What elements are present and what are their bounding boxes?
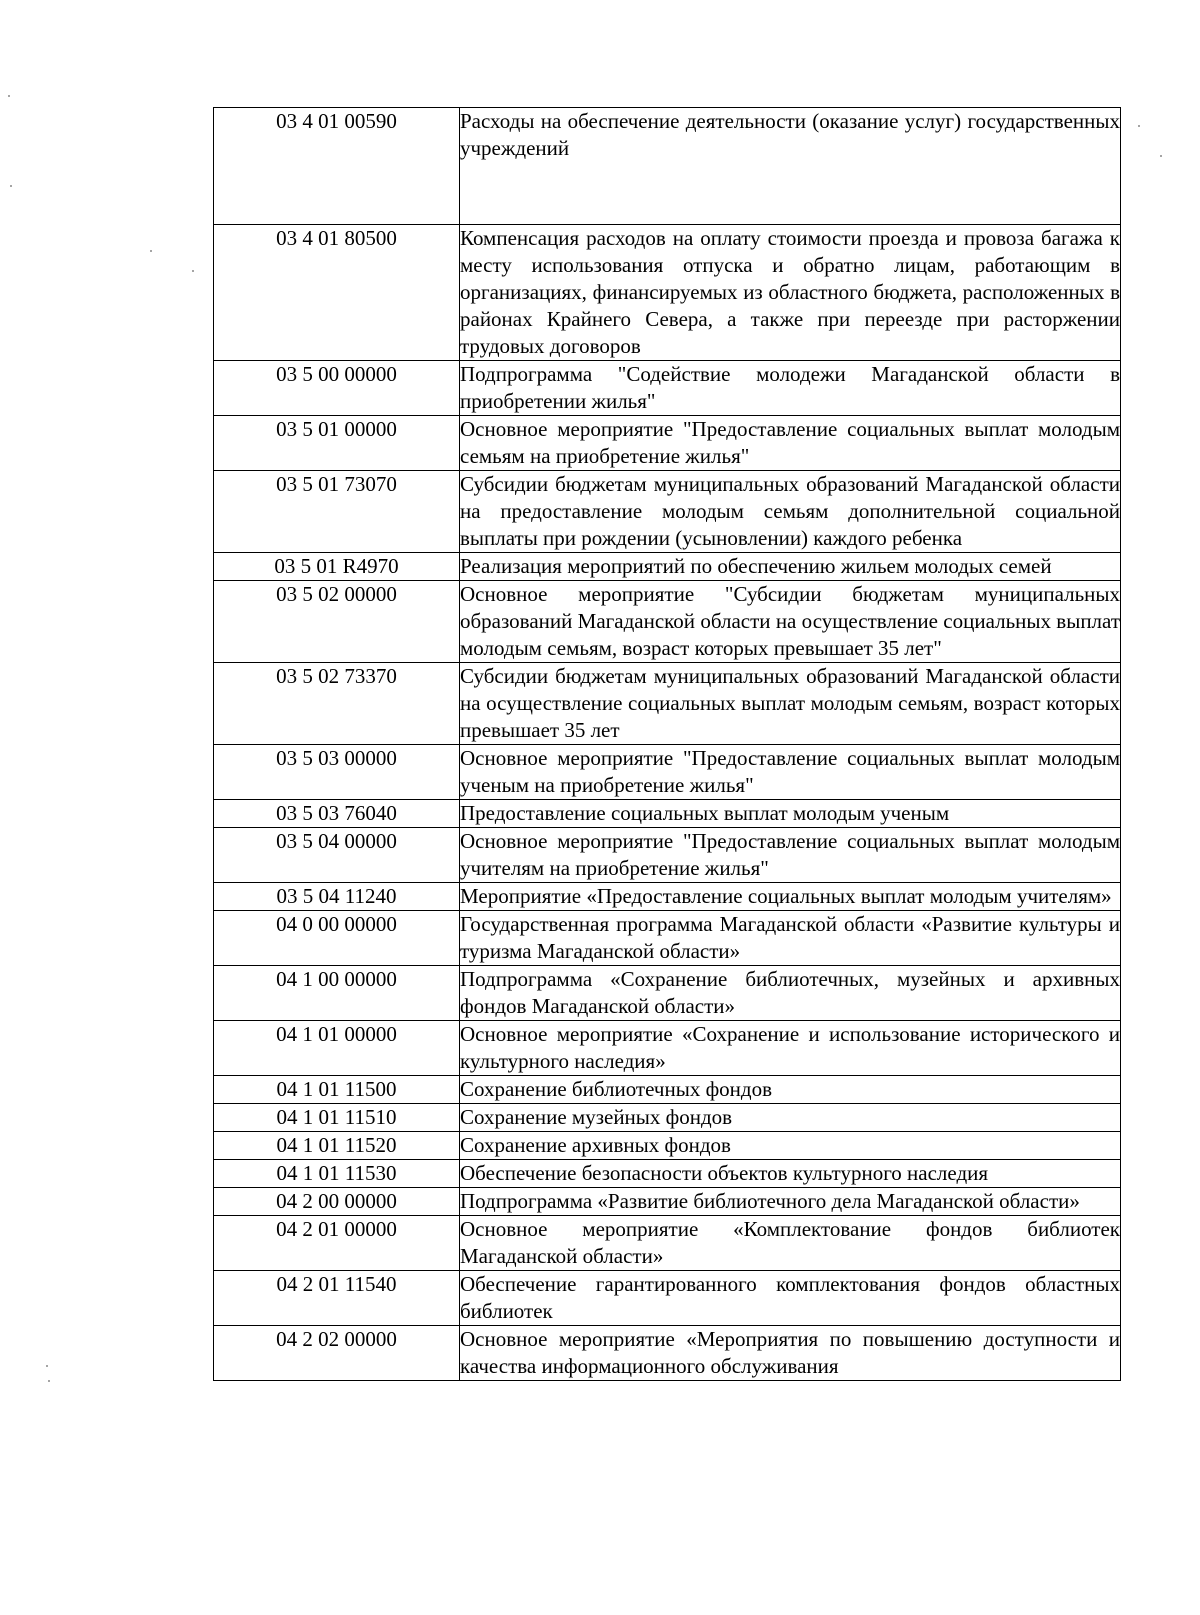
table-row — [214, 1188, 1121, 1216]
table-row — [214, 1132, 1121, 1160]
expense-description: Предоставление социальных выплат молодым ученым — [460, 800, 1121, 828]
expense-description: Расходы на обеспечение деятельности (оказание услуг) государственных учреждений — [460, 108, 1121, 225]
table-row — [214, 1021, 1121, 1076]
table-row — [214, 828, 1121, 883]
expense-description: Основное мероприятие «Мероприятия по повышению доступности и качества информационного обслуживания — [460, 1326, 1121, 1381]
expense-description: Основное мероприятие "Предоставление социальных выплат молодым семьям на приобретение жилья" — [460, 416, 1121, 471]
classification-code: 03 5 04 11240 — [214, 883, 460, 911]
classification-code: 03 4 01 00590 — [214, 108, 460, 225]
table-row — [214, 1160, 1121, 1188]
classification-code: 04 0 00 00000 — [214, 911, 460, 966]
table-row — [214, 1076, 1121, 1104]
table-row — [214, 361, 1121, 416]
table-row — [214, 745, 1121, 800]
expense-description: Субсидии бюджетам муниципальных образований Магаданской области на осуществление социальных выплат молодым семьям, возраст которых превышает 35 лет — [460, 663, 1121, 745]
classification-code: 03 5 01 73070 — [214, 471, 460, 553]
classification-code: 04 2 00 00000 — [214, 1188, 460, 1216]
scan-speck — [1160, 155, 1162, 157]
scan-speck — [48, 1380, 50, 1382]
table-row — [214, 471, 1121, 553]
table-row — [214, 1271, 1121, 1326]
expense-description: Сохранение библиотечных фондов — [460, 1076, 1121, 1104]
budget-classification-table — [213, 107, 1121, 1381]
classification-code: 04 1 01 11520 — [214, 1132, 460, 1160]
expense-description: Сохранение архивных фондов — [460, 1132, 1121, 1160]
table-row — [214, 581, 1121, 663]
scan-speck — [150, 250, 152, 252]
classification-code: 04 1 00 00000 — [214, 966, 460, 1021]
classification-code: 03 4 01 80500 — [214, 225, 460, 361]
table-row — [214, 553, 1121, 581]
classification-code: 04 1 01 11530 — [214, 1160, 460, 1188]
table-row — [214, 883, 1121, 911]
classification-code: 03 5 02 00000 — [214, 581, 460, 663]
expense-description: Подпрограмма "Содействие молодежи Магаданской области в приобретении жилья" — [460, 361, 1121, 416]
table-row — [214, 663, 1121, 745]
table-row — [214, 800, 1121, 828]
expense-description: Основное мероприятие "Субсидии бюджетам муниципальных образований Магаданской области на осуществление социальных выплат молодым семьям, возраст которых превышает 35 лет" — [460, 581, 1121, 663]
expense-description: Сохранение музейных фондов — [460, 1104, 1121, 1132]
scan-speck — [46, 1365, 48, 1367]
table-row — [214, 911, 1121, 966]
table-row — [214, 108, 1121, 225]
classification-code: 04 2 01 00000 — [214, 1216, 460, 1271]
classification-code: 04 2 01 11540 — [214, 1271, 460, 1326]
scan-speck — [8, 95, 10, 97]
expense-description: Государственная программа Магаданской области «Развитие культуры и туризма Магаданской области» — [460, 911, 1121, 966]
table-row — [214, 1104, 1121, 1132]
expense-description: Основное мероприятие "Предоставление социальных выплат молодым ученым на приобретение жилья" — [460, 745, 1121, 800]
expense-description: Обеспечение безопасности объектов культурного наследия — [460, 1160, 1121, 1188]
table-row — [214, 225, 1121, 361]
table-row — [214, 966, 1121, 1021]
table-row — [214, 1216, 1121, 1271]
expense-description: Субсидии бюджетам муниципальных образований Магаданской области на предоставление молодым семьям дополнительной социальной выплаты при рождении (усыновлении) каждого ребенка — [460, 471, 1121, 553]
expense-description: Подпрограмма «Развитие библиотечного дела Магаданской области» — [460, 1188, 1121, 1216]
classification-code: 04 1 01 11510 — [214, 1104, 460, 1132]
expense-description: Компенсация расходов на оплату стоимости проезда и провоза багажа к месту использования отпуска и обратно лицам, работающим в организациях, финансируемых из областного бюджета, расположенных в районах Крайнего Севера, а также при переезде при расторжении трудовых договоров — [460, 225, 1121, 361]
classification-code: 03 5 01 R4970 — [214, 553, 460, 581]
scan-speck — [1138, 125, 1140, 127]
expense-description: Мероприятие «Предоставление социальных выплат молодым учителям» — [460, 883, 1121, 911]
scan-speck — [10, 185, 12, 187]
expense-description: Основное мероприятие "Предоставление социальных выплат молодым учителям на приобретение жилья" — [460, 828, 1121, 883]
classification-code: 03 5 03 76040 — [214, 800, 460, 828]
classification-code: 03 5 01 00000 — [214, 416, 460, 471]
table-body — [214, 108, 1121, 1381]
classification-code: 03 5 00 00000 — [214, 361, 460, 416]
classification-code: 03 5 04 00000 — [214, 828, 460, 883]
expense-description: Основное мероприятие «Комплектование фондов библиотек Магаданской области» — [460, 1216, 1121, 1271]
table-row — [214, 416, 1121, 471]
classification-code: 04 1 01 00000 — [214, 1021, 460, 1076]
classification-code: 04 2 02 00000 — [214, 1326, 460, 1381]
expense-description: Основное мероприятие «Сохранение и использование исторического и культурного наследия» — [460, 1021, 1121, 1076]
expense-description: Подпрограмма «Сохранение библиотечных, музейных и архивных фондов Магаданской области» — [460, 966, 1121, 1021]
classification-code: 04 1 01 11500 — [214, 1076, 460, 1104]
classification-code: 03 5 03 00000 — [214, 745, 460, 800]
table-row — [214, 1326, 1121, 1381]
expense-description: Обеспечение гарантированного комплектования фондов областных библиотек — [460, 1271, 1121, 1326]
scan-speck — [192, 270, 194, 272]
classification-code: 03 5 02 73370 — [214, 663, 460, 745]
expense-description: Реализация мероприятий по обеспечению жильем молодых семей — [460, 553, 1121, 581]
